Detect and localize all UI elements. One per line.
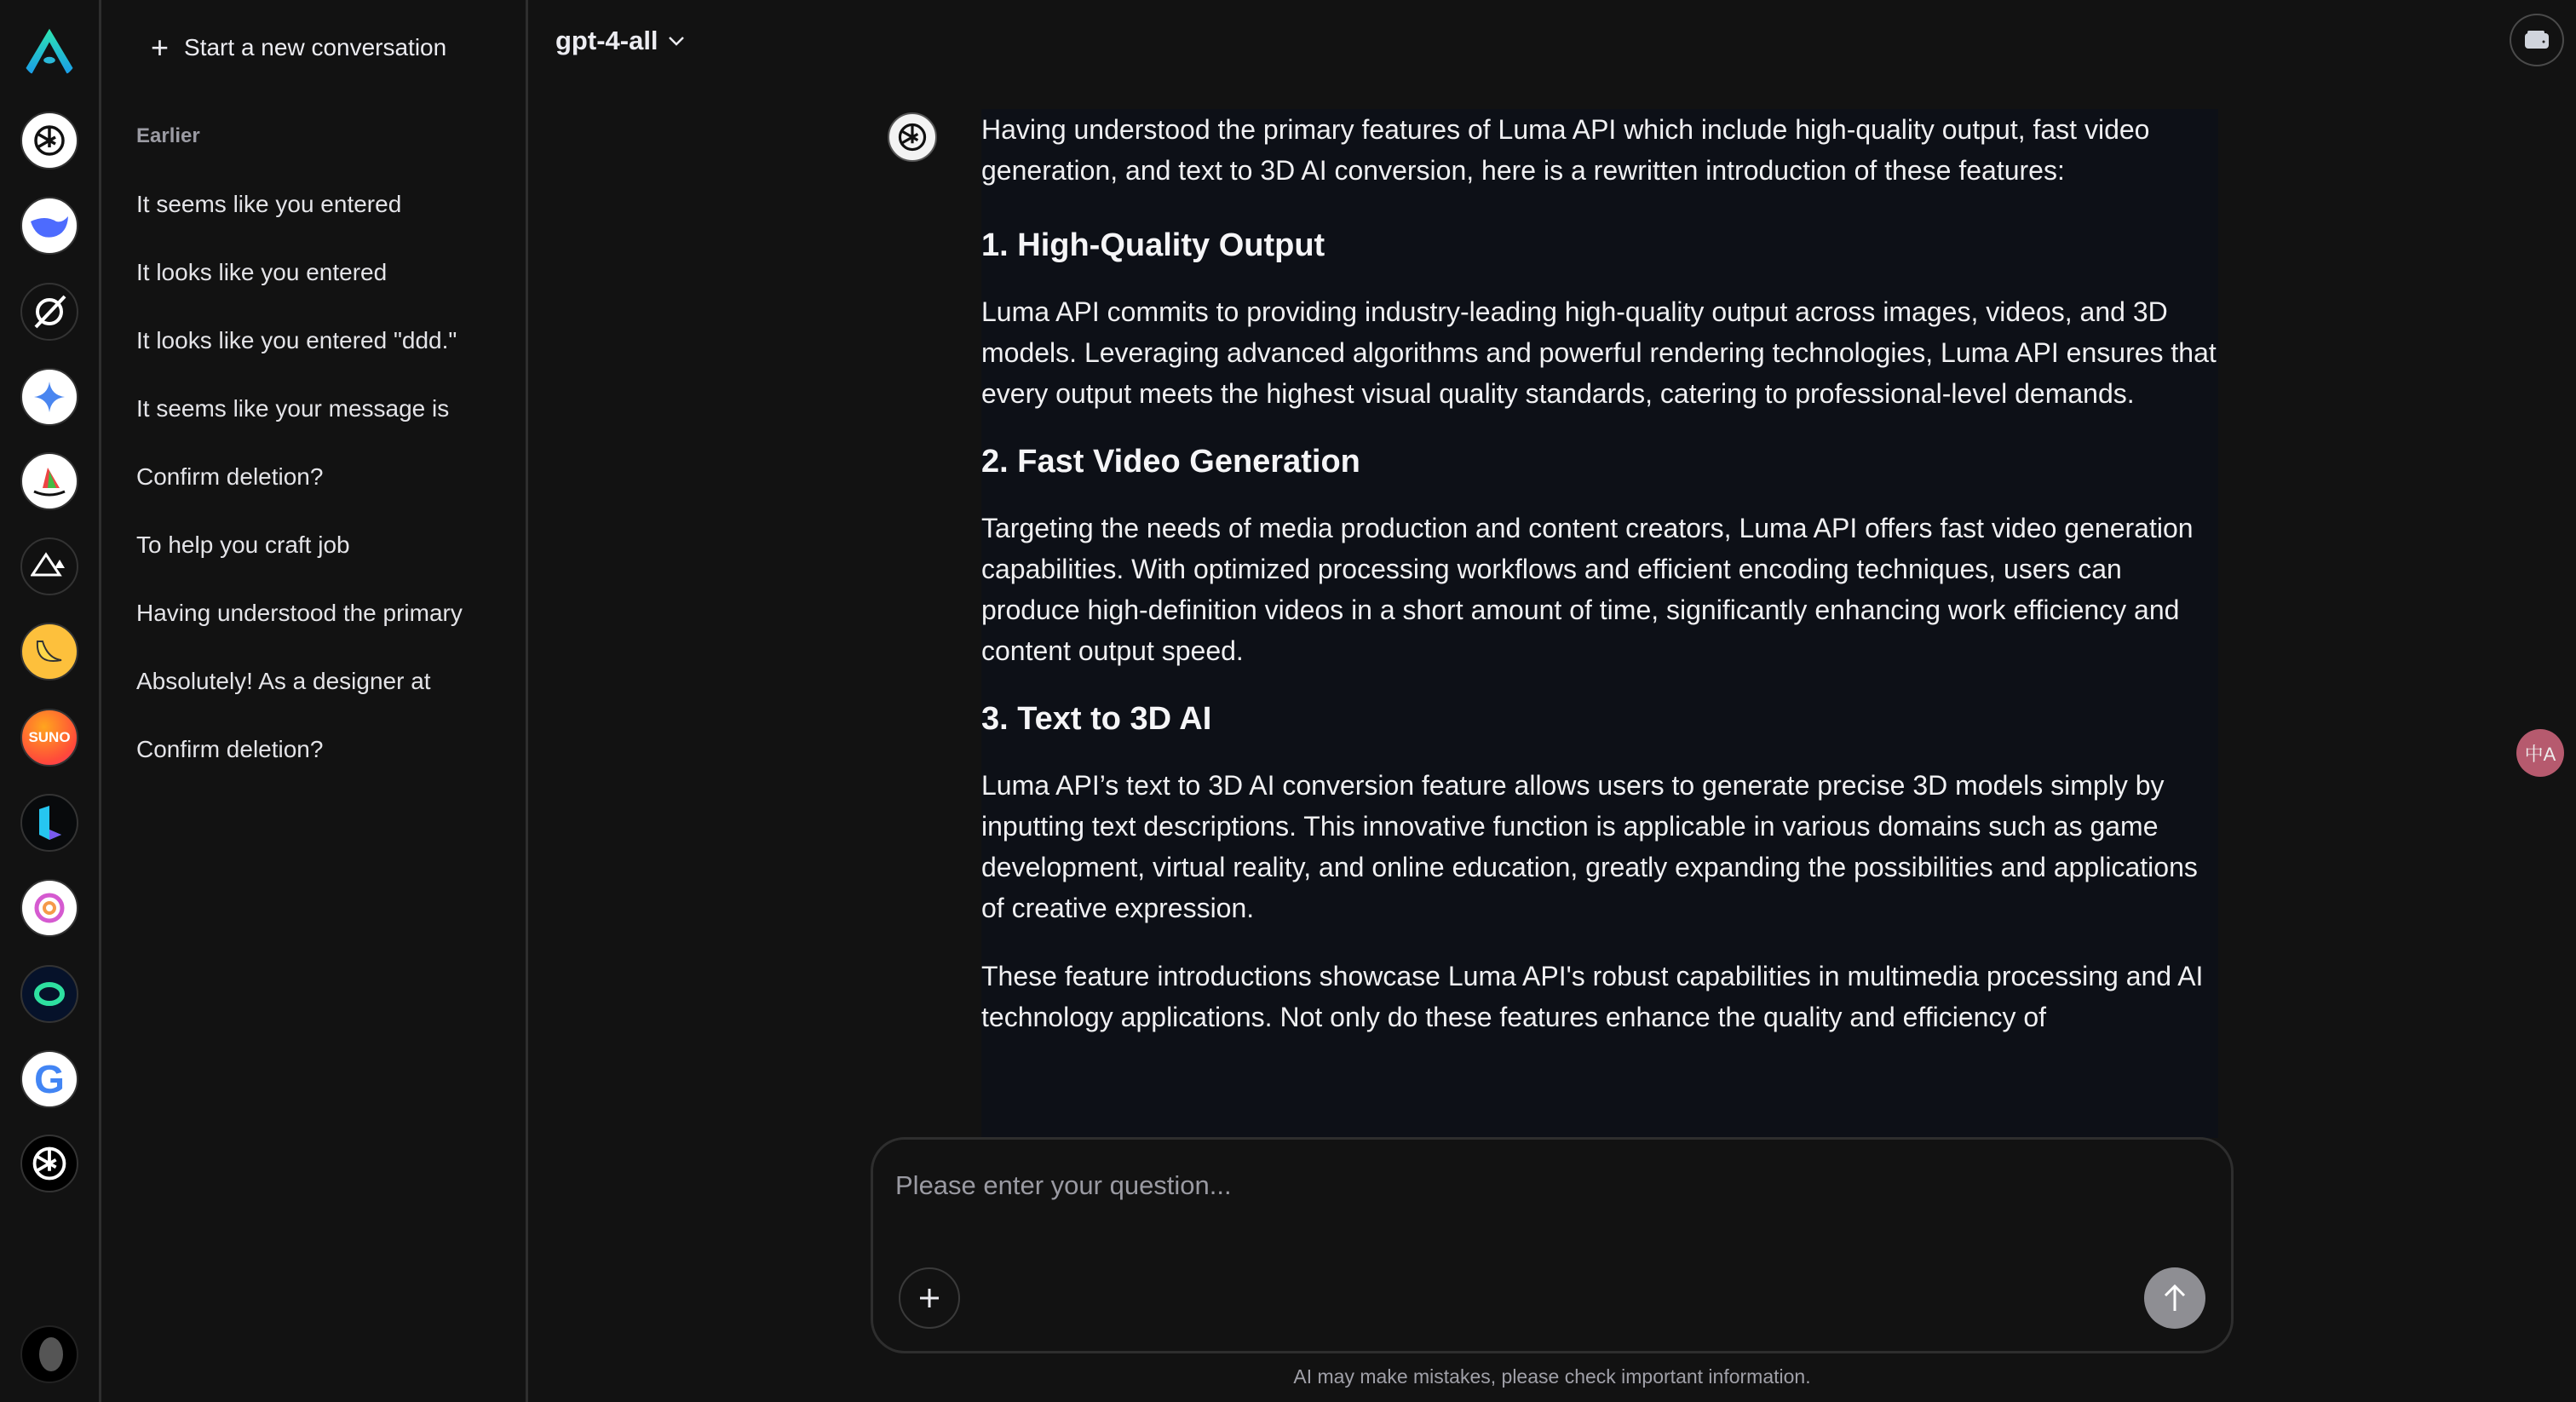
banana-model-icon[interactable]	[20, 623, 78, 681]
new-conversation-label: Start a new conversation	[184, 34, 447, 60]
model-selector[interactable]	[555, 26, 686, 56]
plus-icon	[917, 1286, 941, 1310]
chat-main	[528, 0, 2576, 1402]
openai-model-icon[interactable]	[20, 112, 78, 170]
kling-model-icon[interactable]	[20, 879, 78, 937]
luma-model-icon[interactable]	[20, 794, 78, 852]
chevron-down-icon	[667, 35, 686, 47]
deepseek-model-icon[interactable]	[20, 197, 78, 255]
arrow-up-icon	[2162, 1284, 2188, 1313]
attach-button[interactable]	[899, 1267, 960, 1329]
black-forest-labs-model-icon[interactable]	[20, 537, 78, 595]
section-heading: 2. Fast Video Generation	[981, 444, 1360, 480]
question-input[interactable]	[895, 1170, 2173, 1201]
history-item[interactable]: Confirm deletion?	[136, 463, 324, 490]
conversation-sidebar	[101, 0, 528, 1402]
google-model-icon[interactable]: G	[20, 1050, 78, 1108]
message-intro: Having understood the primary features of Luma API which include high-quality output, fast video generation, and text to 3D AI conversion, here is a rewritten introduction of these features:	[981, 114, 2150, 186]
assistant-message	[981, 109, 2218, 1138]
suno-model-icon[interactable]	[20, 709, 78, 767]
history-item[interactable]: Confirm deletion?	[136, 736, 324, 762]
history-item[interactable]: It seems like you entered	[136, 191, 402, 217]
wallet-icon	[2524, 30, 2550, 50]
section-body: Luma API’s text to 3D AI conversion feature allows users to generate precise 3D models simply by inputting text descriptions. This innovative function is applicable in various domains such as game development, virtual reality, and online education, greatly expanding the possibilities and applications of creative expression.	[981, 770, 2198, 923]
wallet-button[interactable]	[2510, 14, 2564, 66]
gemini-model-icon[interactable]	[20, 368, 78, 426]
history-item[interactable]: It seems like your message is	[136, 395, 450, 422]
history-item[interactable]: It looks like you entered "ddd."	[136, 327, 457, 353]
model-name: gpt-4-all	[555, 26, 658, 55]
suno-label: SUNO	[28, 729, 71, 745]
history-item[interactable]: It looks like you entered	[136, 259, 388, 285]
translate-button[interactable]	[2516, 729, 2564, 777]
grok-model-icon[interactable]	[20, 283, 78, 341]
plus-icon: +	[151, 30, 170, 65]
midjourney-model-icon[interactable]	[20, 452, 78, 510]
app-rail	[0, 0, 101, 1402]
translate-icon: 中A	[2524, 743, 2556, 765]
openai-dark-model-icon[interactable]	[20, 1135, 78, 1192]
history-item[interactable]: To help you craft job	[136, 531, 350, 558]
history-item[interactable]: Having understood the primary	[136, 600, 463, 626]
section-label-earlier: Earlier	[136, 124, 200, 147]
user-avatar[interactable]	[20, 1325, 78, 1383]
section-body: Luma API commits to providing industry-leading high-quality output across images, videos, and 3D models. Leveraging advanced algorithms and powerful rendering technologies, Luma API ensures that every output meets the highest visual quality standards, catering to professional-level demands.	[981, 296, 2217, 409]
history-item[interactable]: Absolutely! As a designer at	[136, 668, 431, 694]
new-conversation-button[interactable]	[151, 32, 446, 63]
section-heading: 3. Text to 3D AI	[981, 701, 1212, 737]
message-closing: These feature introductions showcase Luma API's robust capabilities in multimedia processing and AI technology applications. Not only do these features enhance the quality and efficiency of	[981, 961, 2204, 1032]
section-body: Targeting the needs of media production and content creators, Luma API offers fast video generation capabilities. With optimized processing workflows and efficient encoding techniques, users can produce high-definition videos in a short amount of time, significantly enhancing work efficiency and content output speed.	[981, 513, 2194, 666]
section-heading: 1. High-Quality Output	[981, 227, 1325, 263]
assistant-avatar	[888, 112, 937, 162]
openai-icon	[895, 120, 929, 154]
ideogram-model-icon[interactable]	[20, 965, 78, 1023]
send-button[interactable]	[2144, 1267, 2205, 1329]
chat-input-box	[871, 1137, 2234, 1353]
disclaimer: AI may make mistakes, please check important information.	[1293, 1365, 1811, 1388]
app-logo-icon[interactable]	[20, 22, 78, 80]
